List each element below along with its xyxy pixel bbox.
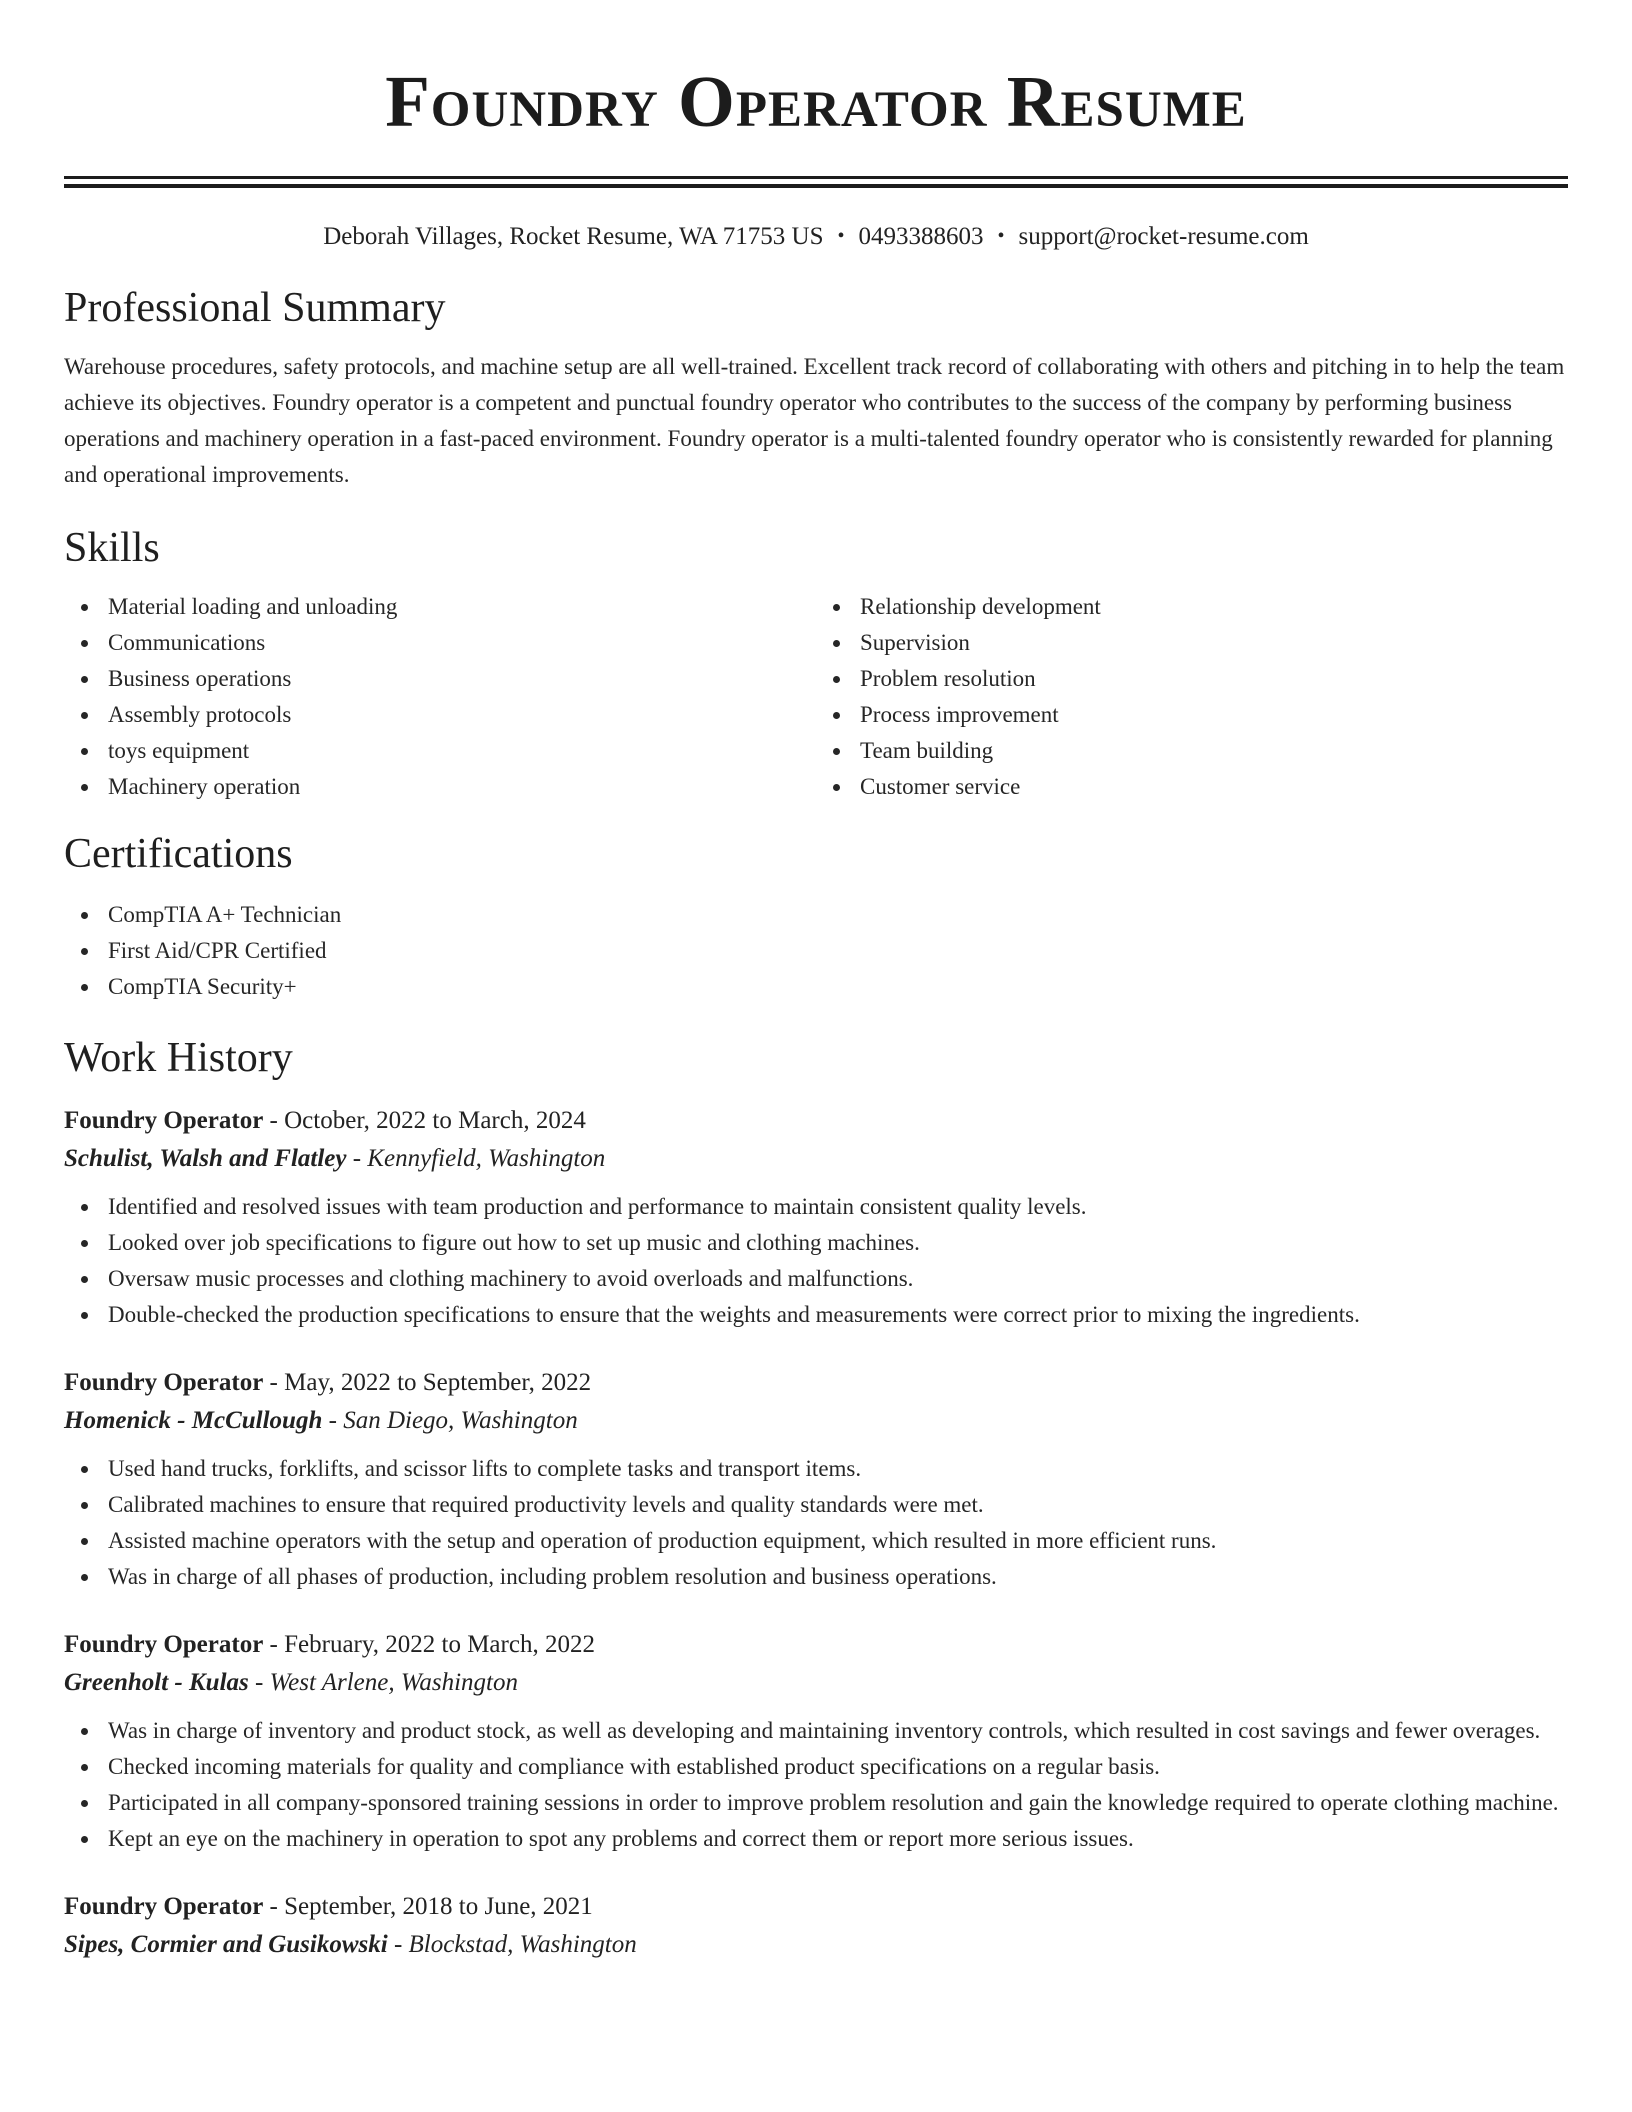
job-employer [64, 1139, 1568, 1179]
certification-item: CompTIA Security+ [108, 969, 1568, 1005]
job-dates: - October, 2022 to March, 2024 [263, 1107, 586, 1134]
job-entry [64, 1627, 1568, 1857]
job-company: Sipes, Cormier and Gusikowski [64, 1931, 388, 1958]
job-duty: Looked over job specifications to figure out how to set up music and clothing machines. [108, 1225, 1568, 1261]
job-title: Foundry Operator [64, 1369, 264, 1396]
job-location: - San Diego, Washington [322, 1407, 578, 1434]
summary-text: Warehouse procedures, safety protocols, and machine setup are all well-trained. Excellent track record of collaborating with others and pitching in to help the team achieve its objectives. Foundry operator is a competent and punctual foundry operator who contributes to the success of the company by performing business operations and machinery operation in a fast-paced environment. Foundry operator is a multi-talented foundry operator who is consistently rewarded for planning and operational improvements. [64, 354, 1565, 487]
job-duty: Identified and resolved issues with team production and performance to maintain consistent quality levels. [108, 1189, 1568, 1225]
job-duties-list [64, 1713, 1568, 1857]
job-company: Homenick - McCullough [64, 1407, 323, 1434]
job-duties-list [64, 1189, 1568, 1333]
job-duties-list [64, 1451, 1568, 1595]
skills-grid [64, 589, 1568, 805]
job-dates: - February, 2022 to March, 2022 [263, 1631, 595, 1658]
contact-email: support@rocket-resume.com [1018, 223, 1309, 250]
certification-item: First Aid/CPR Certified [108, 933, 1568, 969]
skill-item: Material loading and unloading [108, 589, 816, 625]
summary-section [64, 281, 1568, 493]
job-duty: Was in charge of all phases of production, including problem resolution and business operations. [108, 1559, 1568, 1595]
job-location: - Kennyfield, Washington [346, 1145, 606, 1172]
job-title: Foundry Operator [64, 1631, 264, 1658]
job-duty: Double-checked the production specifications to ensure that the weights and measurements were correct prior to mixing the ingredients. [108, 1297, 1568, 1333]
job-header [64, 1365, 1568, 1401]
job-location: - Blockstad, Washington [387, 1931, 637, 1958]
job-duty: Participated in all company-sponsored training sessions in order to improve problem resolution and gain the knowledge required to operate clothing machine. [108, 1785, 1568, 1821]
skill-item: toys equipment [108, 733, 816, 769]
job-header [64, 1627, 1568, 1663]
job-entry [64, 1889, 1568, 1965]
work-history-heading: Work History [64, 1035, 293, 1081]
skill-item: Process improvement [860, 697, 1568, 733]
skill-item: Customer service [860, 769, 1568, 805]
job-title: Foundry Operator [64, 1107, 264, 1134]
resume-title: Foundry Operator Resume [385, 61, 1247, 142]
contact-separator: • [837, 225, 845, 247]
job-employer [64, 1401, 1568, 1441]
certification-item: CompTIA A+ Technician [108, 897, 1568, 933]
job-dates: - September, 2018 to June, 2021 [263, 1893, 593, 1920]
skill-item: Supervision [860, 625, 1568, 661]
skills-section [64, 521, 1568, 805]
contact-info [64, 218, 1568, 255]
job-entry [64, 1103, 1568, 1333]
job-duty: Calibrated machines to ensure that required productivity levels and quality standards were met. [108, 1487, 1568, 1523]
certifications-heading: Certifications [64, 831, 293, 877]
skill-item: Relationship development [860, 589, 1568, 625]
skill-item: Machinery operation [108, 769, 816, 805]
contact-phone: 0493388603 [858, 223, 984, 250]
skill-item: Communications [108, 625, 816, 661]
job-location: - West Arlene, Washington [248, 1669, 518, 1696]
job-duty: Was in charge of inventory and product stock, as well as developing and maintaining inventory controls, which resulted in cost savings and fewer overages. [108, 1713, 1568, 1749]
skills-column-left [64, 589, 816, 805]
work-history-section [64, 1031, 1568, 1965]
job-duty: Oversaw music processes and clothing machinery to avoid overloads and malfunctions. [108, 1261, 1568, 1297]
job-duty: Checked incoming materials for quality and compliance with established product specifications on a regular basis. [108, 1749, 1568, 1785]
job-company: Schulist, Walsh and Flatley [64, 1145, 347, 1172]
title-divider [64, 176, 1568, 188]
job-company: Greenholt - Kulas [64, 1669, 249, 1696]
job-employer [64, 1663, 1568, 1703]
skill-item: Team building [860, 733, 1568, 769]
job-header [64, 1889, 1568, 1925]
skills-column-right [816, 589, 1568, 805]
certifications-list [64, 897, 1568, 1005]
skill-item: Business operations [108, 661, 816, 697]
skill-item: Problem resolution [860, 661, 1568, 697]
job-duty: Kept an eye on the machinery in operation to spot any problems and correct them or report more serious issues. [108, 1821, 1568, 1857]
contact-address: Deborah Villages, Rocket Resume, WA 71753 US [323, 223, 824, 250]
job-title: Foundry Operator [64, 1893, 264, 1920]
job-employer [64, 1925, 1568, 1965]
contact-separator: • [997, 225, 1005, 247]
job-entry [64, 1365, 1568, 1595]
job-dates: - May, 2022 to September, 2022 [263, 1369, 592, 1396]
summary-heading: Professional Summary [64, 285, 446, 331]
job-header [64, 1103, 1568, 1139]
certifications-section [64, 827, 1568, 1005]
skill-item: Assembly protocols [108, 697, 816, 733]
job-duty: Assisted machine operators with the setup and operation of production equipment, which resulted in more efficient runs. [108, 1523, 1568, 1559]
skills-heading: Skills [64, 525, 160, 571]
job-duty: Used hand trucks, forklifts, and scissor lifts to complete tasks and transport items. [108, 1451, 1568, 1487]
